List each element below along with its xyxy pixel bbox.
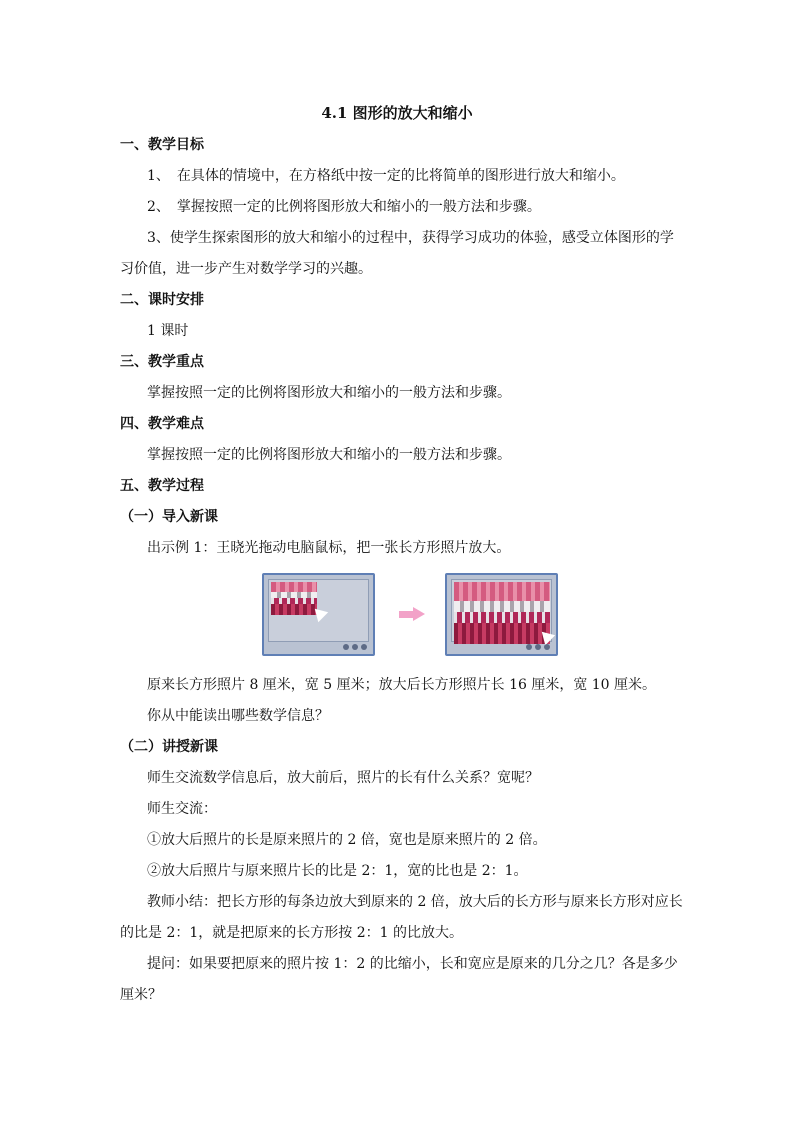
window-control-dots — [343, 644, 367, 652]
dimensions-text: 原来长方形照片 8 厘米，宽 5 厘米；放大后长方形照片长 16 厘米，宽 10 厘米。 — [147, 677, 657, 693]
difficulty-heading: 四、教学难点 — [120, 416, 204, 432]
follow-up-question: 提问：如果要把原来的照片按 1：2 的比缩小，长和宽应是原来的几分之几？各是多少厘米？ — [120, 956, 678, 1003]
window-control-dots — [526, 644, 550, 652]
exchange-label: 师生交流： — [147, 801, 217, 817]
photo-enlarge-figure — [262, 573, 562, 659]
goal-3: 3、使学生探索图形的放大和缩小的过程中，获得学习成功的体验，感受立体图形的学习价值，进一步产生对数学学习的兴趣。 — [120, 230, 674, 277]
goal-2: 2、 掌握按照一定的比例将图形放大和缩小的一般方法和步骤。 — [147, 199, 541, 215]
schedule-text: 1 课时 — [147, 323, 189, 339]
process-heading: 五、教学过程 — [120, 478, 204, 494]
teacher-summary: 教师小结：把长方形的每条边放大到原来的 2 倍，放大后的长方形与原来长方形对应长的比是 2：1，就是把原来的长方形按 2：1 的比放大。 — [120, 894, 683, 941]
key-point-heading: 三、教学重点 — [120, 354, 204, 370]
discussion-question: 师生交流数学信息后，放大前后，照片的长有什么关系？宽呢？ — [147, 770, 539, 786]
point-2: ②放大后照片与原来照片长的比是 2：1，宽的比也是 2：1。 — [147, 863, 528, 879]
key-point-text: 掌握按照一定的比例将图形放大和缩小的一般方法和步骤。 — [147, 385, 511, 401]
difficulty-text: 掌握按照一定的比例将图形放大和缩小的一般方法和步骤。 — [147, 447, 511, 463]
enlarged-window-image — [445, 573, 558, 656]
question-text: 你从中能读出哪些数学信息？ — [147, 708, 329, 724]
new-lesson-heading: （二）讲授新课 — [120, 739, 218, 755]
example-text: 出示例 1：王晓光拖动电脑鼠标，把一张长方形照片放大。 — [147, 540, 511, 556]
point-1: ①放大后照片的长是原来照片的 2 倍，宽也是原来照片的 2 倍。 — [147, 832, 547, 848]
goal-1: 1、 在具体的情境中，在方格纸中按一定的比将简单的图形进行放大和缩小。 — [147, 168, 625, 184]
right-arrow-icon — [399, 607, 425, 621]
original-photo — [271, 582, 317, 615]
intro-heading: （一）导入新课 — [120, 509, 218, 525]
enlarged-photo — [454, 582, 550, 644]
page-title: 4.1 图形的放大和缩小 — [321, 104, 473, 122]
original-window-image — [262, 573, 375, 656]
schedule-heading: 二、课时安排 — [120, 292, 204, 308]
goals-heading: 一、教学目标 — [120, 137, 204, 153]
